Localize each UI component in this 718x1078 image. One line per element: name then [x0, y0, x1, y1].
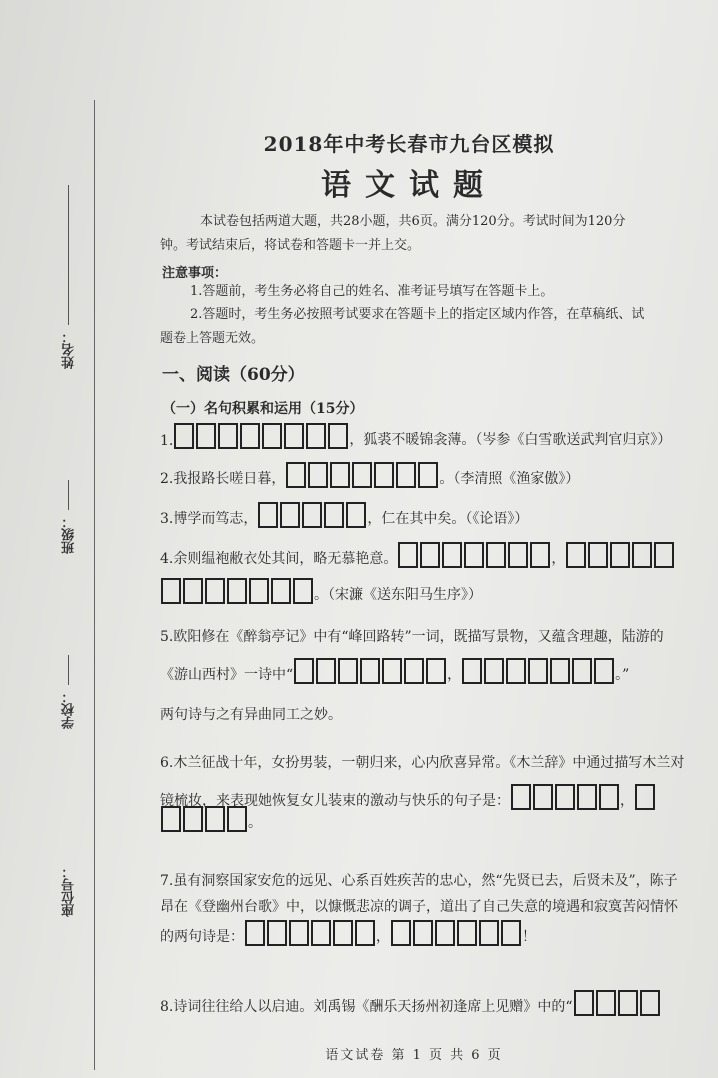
answer-box[interactable] — [328, 423, 348, 449]
class-label: 班级： — [62, 515, 77, 554]
answer-box[interactable] — [311, 920, 331, 946]
exam-title: 2018年中考长春市九台区模拟 — [263, 132, 555, 156]
answer-box[interactable] — [218, 423, 238, 449]
q1-number: 1. — [160, 433, 174, 449]
q8-answer-boxes[interactable] — [574, 990, 660, 1016]
q7-answer-boxes-1[interactable] — [245, 920, 375, 946]
answer-box[interactable] — [391, 920, 411, 946]
q5-text-pre: 《游山西村》一诗中“ — [160, 667, 294, 683]
answer-box[interactable] — [183, 806, 203, 832]
question-6-line-1 — [160, 752, 684, 772]
answer-box[interactable] — [577, 784, 597, 810]
answer-box[interactable] — [654, 542, 674, 568]
q2-answer-boxes[interactable] — [286, 462, 438, 488]
answer-box[interactable] — [484, 658, 504, 684]
class-rule — [68, 480, 69, 510]
answer-box[interactable] — [618, 990, 638, 1016]
answer-box[interactable] — [245, 920, 265, 946]
question-5-line-2 — [160, 658, 629, 684]
answer-box[interactable] — [479, 920, 499, 946]
answer-box[interactable] — [435, 920, 455, 946]
page-footer: 语文试卷 第 1 页 共 6 页 — [325, 1048, 503, 1063]
answer-box[interactable] — [280, 502, 300, 528]
answer-box[interactable] — [640, 990, 660, 1016]
answer-box[interactable] — [508, 542, 528, 568]
answer-box[interactable] — [506, 658, 526, 684]
answer-box[interactable] — [555, 784, 575, 810]
q4-answer-boxes-2[interactable] — [566, 542, 674, 568]
answer-box[interactable] — [258, 502, 278, 528]
answer-box[interactable] — [374, 462, 394, 488]
answer-box[interactable] — [599, 784, 619, 810]
answer-box[interactable] — [227, 578, 247, 604]
answer-box[interactable] — [227, 806, 247, 832]
q1-text: ，狐裘不暖锦衾薄。（岑参《白雪歌送武判官归京》） — [349, 432, 672, 448]
q4-answer-boxes-1[interactable] — [398, 542, 550, 568]
answer-box[interactable] — [293, 578, 313, 604]
q7-text-1: 7.虽有洞察国家安危的远见、心系百姓疾苦的忠心，然“先贤已去，后贤未及”，陈子 — [160, 873, 678, 889]
answer-box[interactable] — [308, 462, 328, 488]
question-7-line-3 — [160, 920, 536, 946]
q5-text-post: 。” — [615, 667, 630, 683]
intro-line-1: 本试卷包括两道大题，共28小题，共6页。满分120分。考试时间为120分 — [200, 214, 626, 229]
question-7-line-1 — [160, 870, 678, 890]
q1-answer-boxes[interactable] — [174, 423, 348, 449]
q2-text-post: 。（李清照《渔家傲》） — [439, 471, 580, 487]
answer-box[interactable] — [594, 658, 614, 684]
name-label: 姓名： — [62, 330, 77, 369]
q7-text-post: ！ — [522, 929, 536, 945]
answer-box[interactable] — [316, 658, 336, 684]
q6-text-1: 6.木兰征战十年，女扮男装，一朝归来，心内欣喜异常。《木兰辞》中通过描写木兰对 — [160, 755, 685, 771]
q6-answer-boxes-1[interactable] — [511, 784, 619, 810]
answer-box[interactable] — [486, 542, 506, 568]
answer-box[interactable] — [404, 658, 424, 684]
answer-box[interactable] — [418, 462, 438, 488]
note-item-1: 1.答题前，考生务必将自己的姓名、准考证号填写在答题卡上。 — [190, 284, 554, 299]
q7-answer-boxes-2[interactable] — [391, 920, 521, 946]
q5-text-1: 5.欧阳修在《醉翁亭记》中有“峰回路转”一词，既描写景物，又蕴含理趣，陆游的 — [160, 629, 664, 645]
answer-box[interactable] — [306, 423, 326, 449]
q5-answer-boxes-2[interactable] — [462, 658, 614, 684]
question-8 — [160, 990, 661, 1016]
q6-text-end: 。 — [248, 815, 262, 831]
answer-box[interactable] — [346, 502, 366, 528]
answer-box[interactable] — [511, 784, 531, 810]
q4-answer-boxes-3[interactable] — [161, 578, 313, 604]
school-label: 学校： — [62, 690, 77, 729]
question-3 — [160, 502, 528, 528]
q3-answer-boxes[interactable] — [258, 502, 366, 528]
answer-box[interactable] — [533, 784, 553, 810]
note-item-2b: 题卷上答题无效。 — [160, 331, 265, 346]
q4-text-pre: 4.余则缊袍敝衣处其间，略无慕艳意。 — [160, 551, 398, 567]
q5-answer-boxes-1[interactable] — [294, 658, 446, 684]
answer-box[interactable] — [161, 578, 181, 604]
q7-text-pre: 的两句诗是： — [160, 929, 244, 945]
answer-box[interactable] — [183, 578, 203, 604]
answer-box[interactable] — [632, 542, 652, 568]
answer-box[interactable] — [271, 578, 291, 604]
q5-text-mid: ， — [447, 667, 462, 683]
answer-box[interactable] — [396, 462, 416, 488]
q7-text-2: 昂在《登幽州台歌》中，以慷慨悲凉的调子，道出了自己失意的境遇和寂寞苦闷情怀 — [160, 899, 678, 915]
q6-text-2: 镜梳妆，来表现她恢复女儿装束的激动与快乐的句子是： — [160, 793, 510, 809]
notes-heading: 注意事项： — [162, 266, 228, 281]
intro-line-2: 钟。考试结束后，将试卷和答题卡一并上交。 — [160, 238, 421, 253]
q6-text-mid: ， — [620, 793, 634, 809]
answer-box[interactable] — [382, 658, 402, 684]
question-5-line-1 — [160, 626, 664, 646]
answer-box[interactable] — [635, 784, 655, 810]
answer-box[interactable] — [196, 423, 216, 449]
answer-box[interactable] — [355, 920, 375, 946]
note-item-2a: 2.答题时，考生务必按照考试要求在答题卡上的指定区域内作答，在草稿纸、试 — [190, 307, 645, 322]
answer-box[interactable] — [572, 658, 592, 684]
answer-box[interactable] — [249, 578, 269, 604]
q4-text-post: 。（宋濂《送东阳马生序》） — [314, 587, 482, 603]
answer-box[interactable] — [302, 502, 322, 528]
answer-box[interactable] — [338, 658, 358, 684]
question-2 — [160, 462, 579, 488]
answer-box[interactable] — [550, 658, 570, 684]
question-6-line-3 — [160, 806, 262, 832]
answer-box[interactable] — [596, 990, 616, 1016]
q8-text-pre: 8.诗词往往给人以启迪。刘禹锡《酬乐天扬州初逢席上见赠》中的“ — [160, 999, 573, 1015]
answer-box[interactable] — [286, 462, 306, 488]
answer-box[interactable] — [530, 542, 550, 568]
q6-answer-boxes-3[interactable] — [161, 806, 247, 832]
question-4 — [160, 542, 675, 568]
q7-text-mid: ， — [376, 929, 390, 945]
answer-box[interactable] — [442, 542, 462, 568]
exam-subtitle: 语文试题 — [321, 168, 497, 203]
answer-box[interactable] — [324, 502, 344, 528]
answer-box[interactable] — [174, 423, 194, 449]
q2-text-pre: 2.我报路长嗟日暮， — [160, 471, 286, 487]
answer-box[interactable] — [610, 542, 630, 568]
answer-box[interactable] — [294, 658, 314, 684]
answer-box[interactable] — [426, 658, 446, 684]
answer-box[interactable] — [588, 542, 608, 568]
q3-text-post: ，仁在其中矣。（《论语》） — [367, 511, 529, 527]
answer-box[interactable] — [528, 658, 548, 684]
question-4-cont — [160, 578, 482, 604]
name-rule — [68, 185, 69, 325]
q4-text-mid: ， — [551, 551, 566, 567]
question-5-line-3 — [160, 704, 342, 724]
q3-text-pre: 3.博学而笃志， — [160, 511, 258, 527]
section-famous-lines: （一）名句积累和运用（15分） — [162, 401, 364, 417]
school-rule — [68, 655, 69, 685]
answer-box[interactable] — [284, 423, 304, 449]
q6-answer-boxes-2[interactable] — [635, 784, 655, 810]
answer-box[interactable] — [566, 542, 586, 568]
binding-margin-line — [94, 100, 95, 1070]
answer-box[interactable] — [267, 920, 287, 946]
answer-box[interactable] — [205, 806, 225, 832]
answer-box[interactable] — [161, 806, 181, 832]
answer-box[interactable] — [501, 920, 521, 946]
answer-box[interactable] — [360, 658, 380, 684]
answer-box[interactable] — [205, 578, 225, 604]
seat-label: 座位号： — [62, 865, 77, 917]
answer-box[interactable] — [330, 462, 350, 488]
answer-box[interactable] — [420, 542, 440, 568]
answer-box[interactable] — [398, 542, 418, 568]
question-7-line-2 — [160, 896, 678, 916]
answer-box[interactable] — [574, 990, 594, 1016]
answer-box[interactable] — [333, 920, 353, 946]
answer-box[interactable] — [462, 658, 482, 684]
answer-box[interactable] — [240, 423, 260, 449]
answer-box[interactable] — [464, 542, 484, 568]
answer-box[interactable] — [457, 920, 477, 946]
section-reading: 一、阅读（60分） — [162, 365, 305, 385]
answer-box[interactable] — [262, 423, 282, 449]
q5-text-3: 两句诗与之有异曲同工之妙。 — [160, 707, 342, 723]
answer-box[interactable] — [289, 920, 309, 946]
question-1 — [160, 423, 671, 449]
answer-box[interactable] — [352, 462, 372, 488]
answer-box[interactable] — [413, 920, 433, 946]
